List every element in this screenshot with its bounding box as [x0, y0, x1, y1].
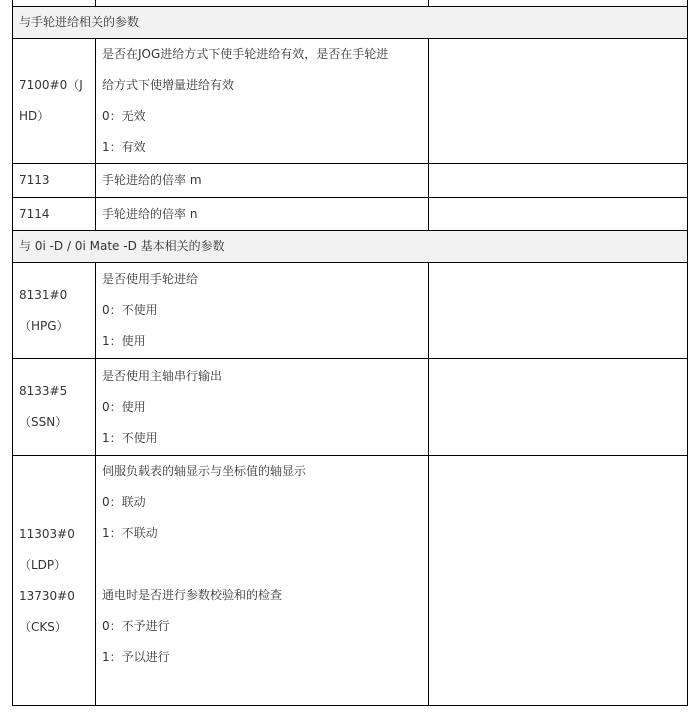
desc-spacer [102, 549, 428, 580]
empty-cell [429, 359, 688, 456]
desc-cell [96, 359, 429, 456]
param-cell [13, 456, 96, 706]
table-row [13, 164, 688, 198]
desc-line: 0：不予进行 [102, 619, 170, 633]
desc-line: 0：不使用 [102, 303, 158, 317]
table-row [13, 263, 688, 359]
table-row [13, 456, 688, 706]
empty-cell [429, 456, 688, 706]
param-number: 8131#0 [19, 287, 68, 302]
empty-cell [429, 164, 688, 198]
table-row [13, 39, 688, 164]
desc-cell: 手轮进给的倍率 m [96, 164, 429, 198]
desc-line: 0：联动 [102, 495, 146, 509]
desc-line: 是否在JOG进给方式下使手轮进给有效，是否在手轮进 [102, 47, 389, 61]
param-number: （CKS） [19, 619, 67, 634]
desc-line: 是否使用主轴串行输出 [102, 368, 223, 383]
param-number: （SSN） [19, 415, 68, 429]
empty-cell [429, 198, 688, 231]
desc-cell: 手轮进给的倍率 n [96, 198, 429, 231]
desc-cell [96, 456, 429, 706]
desc-line: 1：有效 [102, 140, 146, 154]
param-number: （LDP） [19, 557, 67, 572]
desc-line: 1：予以进行 [102, 650, 170, 664]
desc-line: 1：不使用 [102, 430, 158, 445]
desc-line: 伺服负载表的轴显示与坐标值的轴显示 [102, 464, 307, 478]
desc-line: 是否使用手轮进给 [102, 272, 199, 286]
desc-line: 0：使用 [102, 399, 146, 414]
param-number: HD） [19, 109, 50, 123]
param-cell: 7114 [13, 198, 96, 231]
param-number: 8133#5 [19, 384, 68, 398]
param-number: 11303#0 [19, 526, 75, 541]
param-cell [13, 359, 96, 456]
table-row [13, 198, 688, 231]
section-header-handwheel [13, 7, 688, 39]
desc-cell [96, 263, 429, 359]
table-row [13, 359, 688, 456]
empty-cell [429, 39, 688, 164]
section-title: 与手轮进给相关的参数 [13, 7, 688, 39]
param-number: 7100#0（J [19, 78, 83, 92]
desc-line: 1：使用 [102, 334, 146, 348]
param-cell [13, 39, 96, 164]
desc-line: 0：无效 [102, 109, 146, 123]
desc-line: 给方式下使增量进给有效 [102, 78, 235, 92]
param-number: 13730#0 [19, 588, 75, 603]
param-cell [13, 263, 96, 359]
param-cell: 7113 [13, 164, 96, 198]
parameter-table [12, 0, 688, 706]
param-number: （HPG） [19, 318, 69, 333]
empty-cell [429, 263, 688, 359]
section-title: 与 0i -D / 0i Mate -D 基本相关的参数 [13, 231, 688, 263]
desc-line: 通电时是否进行参数校验和的检查 [102, 588, 283, 602]
desc-cell [96, 39, 429, 164]
section-header-basic [13, 231, 688, 263]
desc-line: 1：不联动 [102, 526, 158, 540]
